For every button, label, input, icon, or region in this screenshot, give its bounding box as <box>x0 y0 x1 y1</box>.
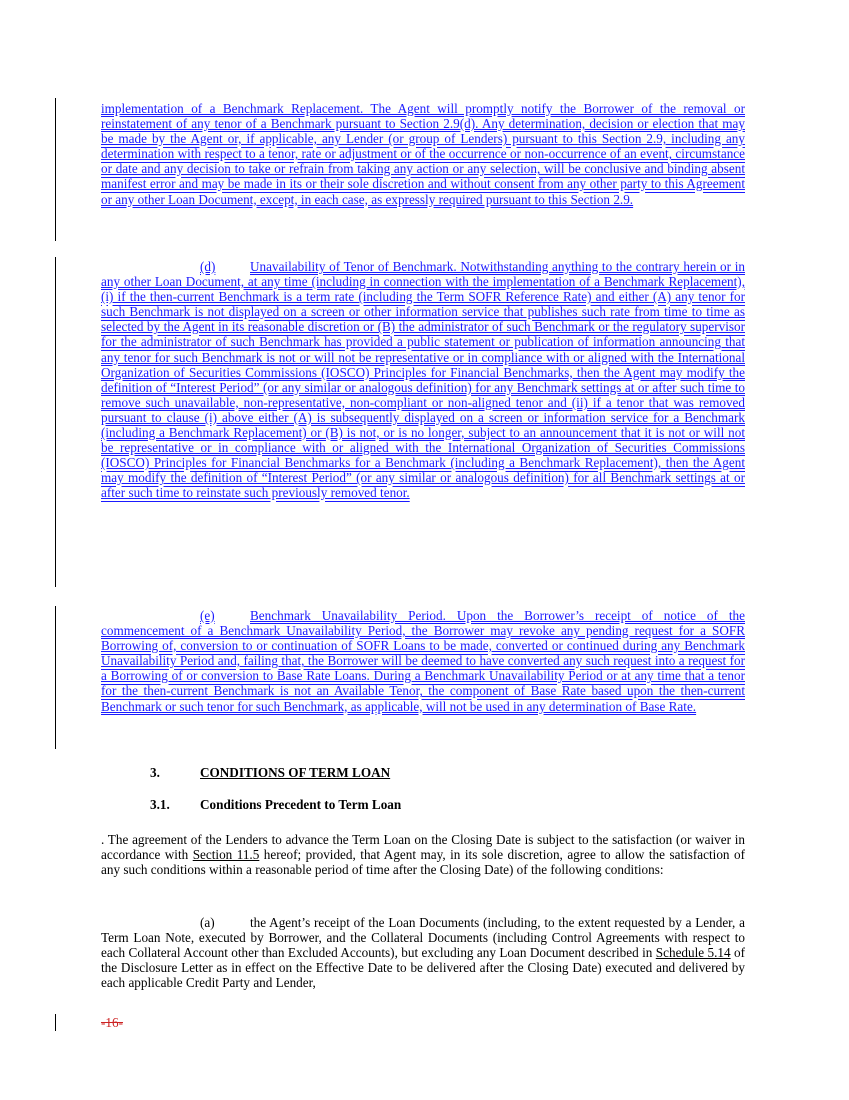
section-11-5-ref[interactable]: Section 11.5 <box>192 847 260 863</box>
change-bar <box>55 98 56 241</box>
heading-3-title: CONDITIONS OF TERM LOAN <box>200 765 391 780</box>
heading-3-1-title: Conditions Precedent to Term Loan <box>200 797 402 812</box>
clause-a-label: (a) <box>200 915 215 930</box>
section-d-label: (d) <box>200 259 216 274</box>
section-e-paragraph <box>101 608 745 714</box>
section-e-text: Benchmark Unavailability Period. Upon the Borrower’s receipt of notice of the commencement of a Benchmark Unavailability Period, the Borrower may revoke any pending request for a SOFR Borrowing of, conversion to or continuation of SOFR Loans to be made, converted or continued during any Benchmark Unavailability Period and, failing that, the Borrower will be deemed to have converted any such request into a request for a Borrowing of or conversion to Base Rate Loans. During a Benchmark Unavailability Period or at any time that a tenor for the then-current Benchmark is not an Available Tenor, the component of Base Rate based upon the then-current Benchmark or such tenor for such Benchmark, as applicable, will not be used in any determination of Base Rate. <box>101 608 745 714</box>
section-c-tail-paragraph <box>101 101 745 207</box>
section-e-label: (e) <box>200 608 215 623</box>
change-bar <box>55 606 56 749</box>
heading-3-number: 3. <box>150 765 160 780</box>
heading-3 <box>150 765 390 781</box>
section-d-text: Unavailability of Tenor of Benchmark. Notwithstanding anything to the contrary herein or in any other Loan Document, at any time (including in connection with the implementation of a Benchmark Replacement), (i) if the then-current Benchmark is a term rate (including the Term SOFR Reference Rate) and either (A) any tenor for such Benchmark is not displayed on a screen or other information service that publishes such rate from time to time as selected by the Agent in its reasonable discretion or (B) the administrator of such Benchmark or the regulatory supervisor for the administrator of such Benchmark has provided a public statement or publication of information announcing that any tenor for such Benchmark is not or will not be representative or in compliance with or aligned with the International Organization of Securities Commissions (IOSCO) Principles for Financial Benchmarks, then the Agent may modify the definition of “Interest Period” (or any similar or analogous definition) for any Benchmark settings at or after such time to remove such unavailable, non-representative, non-compliant or non-aligned tenor and (ii) if a tenor that was removed pursuant to clause (i) above either (A) is subsequently displayed on a screen or information service for a Benchmark (including a Benchmark Replacement) or (B) is not, or is no longer, subject to an announcement that it is not or will not be representative or in compliance with or aligned with the International Organization of Securities Commissions (IOSCO) Principles for Financial Benchmarks for a Benchmark (including a Benchmark Replacement), then the Agent may modify the definition of “Interest Period” (or any similar or analogous definition) for all Benchmark settings at or after such time to reinstate such previously removed tenor. <box>101 259 745 501</box>
heading-3-1-number: 3.1. <box>150 797 170 812</box>
section-d-paragraph <box>101 259 745 501</box>
inserted-text: implementation of a Benchmark Replacement. The Agent will promptly notify the Borrower of the removal or reinstatement of any tenor of a Benchmark pursuant to Section 2.9(d). Any determination, decision or election that may be made by the Agent or, if applicable, any Lender (or group of Lenders) pursuant to this Section 2.9, including any determination with respect to a tenor, rate or adjustment or of the occurrence or non-occurrence of an event, circumstance or date and any decision to take or refrain from taking any action or any selection, will be conclusive and binding absent manifest error and may be made in its or their sole discretion and without consent from any other party to this Agreement or any other Loan Document, except, in each case, as expressly required pursuant to this Section 2.9. <box>101 101 745 207</box>
schedule-5-14-ref[interactable]: Schedule 5.14 <box>655 945 731 961</box>
conditions-paragraph: . The agreement of the Lenders to advance the Term Loan on the Closing Date is subject to the satisfaction (or waiver in accordance with Section 11.5 hereof; provided, that Agent may, in its sole discretion, agree to allow the satisfaction of any such conditions within a reasonable period of time after the Closing Date) of the following conditions: <box>101 832 745 878</box>
page-number: -16- <box>101 1015 123 1030</box>
heading-3-1 <box>150 797 401 813</box>
change-bar <box>55 257 56 587</box>
change-bar <box>55 1014 56 1031</box>
clause-a-paragraph: (a) the Agent’s receipt of the Loan Documents (including, to the extent requested by a Lender, a Term Loan Note, executed by Borrower, and the Collateral Documents (including Control Agreements with respect to each Collateral Account other than Excluded Accounts), but excluding any Loan Document described in Schedule 5.14 of the Disclosure Letter as in effect on the Effective Date to be delivered after the Closing Date) executed and delivered by each applicable Credit Party and Lender, <box>101 915 745 991</box>
